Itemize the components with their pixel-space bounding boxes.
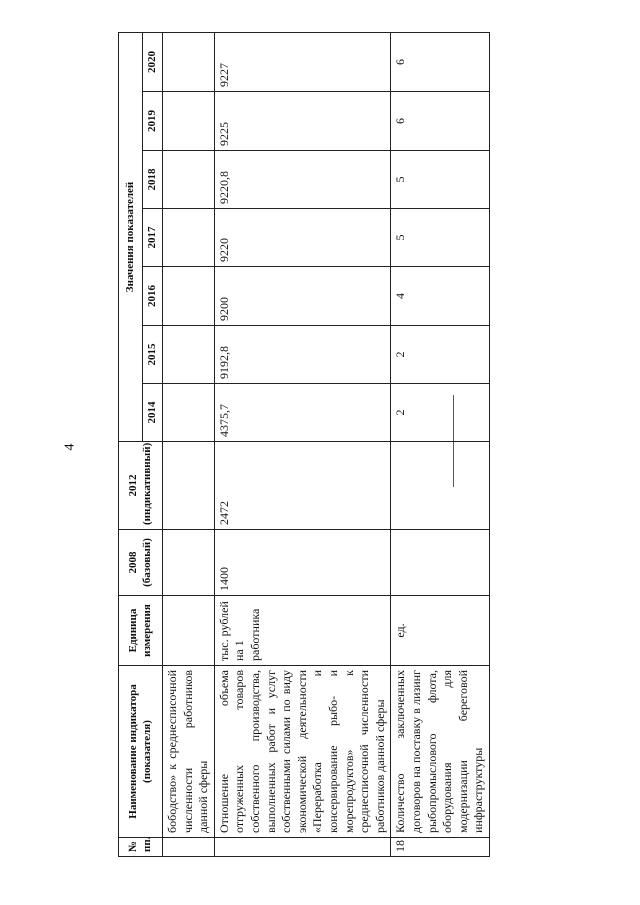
row-num [163,838,215,857]
header-name: Наименование индикатора (показателя) [119,666,163,838]
header-year: 2016 [143,267,163,326]
row-unit: ед. [391,596,490,666]
header-year: 2014 [143,384,163,442]
header-year: 2019 [143,92,163,151]
header-year: 2018 [143,151,163,209]
row-value [163,92,215,151]
row-unit [163,596,215,666]
row-num: 18 [391,838,490,857]
row-2012: 2472 [214,442,391,530]
header-year: 2020 [143,32,163,91]
table-row [163,32,215,856]
table-row [391,32,490,856]
row-value: 4 [391,267,490,326]
row-2008 [391,530,490,596]
row-value: 4375,7 [214,384,391,442]
row-value: 9220 [214,209,391,267]
row-name: Отношение объема отгруженных товаров собственного производства, выполненных работ и услуг собственными силами по виду экономической деятельности «Переработка и консервирование рыбо- и морепродуктов» к среднесписочной численности работников данной сферы [214,666,391,838]
row-value: 9200 [214,267,391,326]
page-number: 4 [62,443,77,451]
row-name: Количество заключенных договоров на поставку в лизинг рыбопромыслового флота, оборудования для модернизации береговой инфраструктуры [391,666,490,838]
row-2012 [163,442,215,530]
header-year: 2017 [143,209,163,267]
row-value: 2 [391,326,490,384]
row-value [163,326,215,384]
row-value: 9227 [214,32,391,91]
header-year: 2015 [143,326,163,384]
header-values-group: Значения показателей [119,32,143,441]
row-value [163,384,215,442]
row-value: 6 [391,32,490,91]
indicator-table-container [118,33,486,857]
row-value: 9220,8 [214,151,391,209]
row-value: 5 [391,209,490,267]
indicator-table [118,32,490,857]
row-2008 [163,530,215,596]
table-row [214,32,391,856]
row-value [163,267,215,326]
header-2012: 2012 (индикативный) [119,442,163,530]
header-unit: Единица измерения [119,596,163,666]
row-value: 5 [391,151,490,209]
row-value [163,151,215,209]
row-value: 9225 [214,92,391,151]
row-value: 2 [391,384,490,442]
row-value: 9192,8 [214,326,391,384]
row-value: 6 [391,92,490,151]
header-num: № пп. [119,838,163,857]
row-num [214,838,391,857]
header-2008: 2008 (базовый) [119,530,163,596]
row-name: бободство» к среднесписочной численности работников данной сферы [163,666,215,838]
row-value [163,209,215,267]
row-value [163,32,215,91]
row-2012 [391,442,490,530]
row-unit: тыс. рублей на 1 работника [214,596,391,666]
table-header-row [119,32,143,856]
row-2008: 1400 [214,530,391,596]
